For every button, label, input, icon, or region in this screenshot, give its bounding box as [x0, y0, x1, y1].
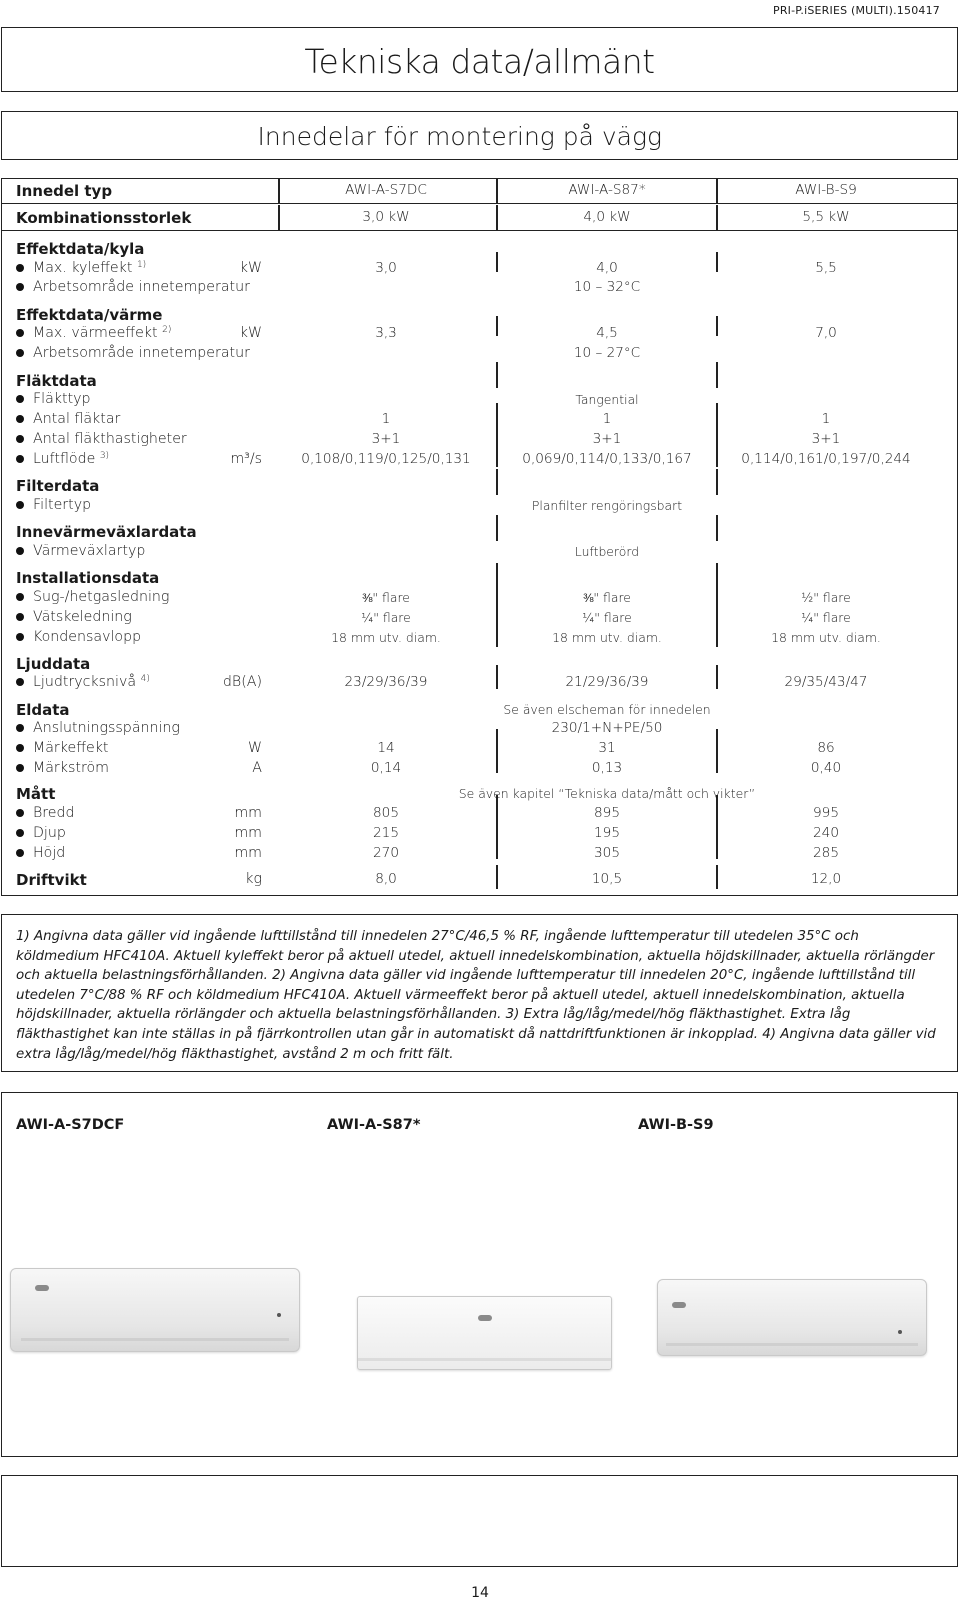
row-label-width: Bredd [16, 805, 75, 821]
bullet-icon [16, 724, 24, 732]
indicator-icon [898, 1330, 902, 1334]
heat-range-value: 10 – 27°C [573, 345, 641, 361]
brand-logo-icon [478, 1315, 492, 1321]
drain-col-3: 18 mm utv. diam. [771, 630, 881, 645]
subtitle-box [1, 111, 958, 160]
height-col-2: 305 [594, 845, 620, 861]
fan-count-col-2: 1 [602, 411, 612, 427]
combo-col-1: 3,0 kW [362, 209, 410, 225]
fan-speeds-col-3: 3+1 [811, 431, 841, 447]
width-col-2: 895 [594, 805, 620, 821]
footnotes-text: 1) Angivna data gäller vid ingående lufttillstånd till innedelen 27°C/46,5 % RF, ingående lufttemperatur till utedelen 35°C och köldmedium HFC410A. Aktuell kyleffekt beror på aktuell utedel, aktuell innedelskombination, aktuella höjdskillnader, aktuella rörlängder och aktuella belastningsförhållanden. 2) Angivna data gäller vid ingående lufttemperatur till innedelen 20°C, ingående lufttillstånd till utedelen 7°C/88 % RF och köldmedium HFC410A. Aktuell värmeeffekt beror på aktuell utedel, aktuell innedelskombination, aktuella höjdskillnader, aktuella rörlängder och aktuella belastningsförhållanden. 3) Extra låg/låg/medel/hög fläkthastighet. Extra låg fläkthastighet kan inte ställas in på fjärrkontrollen utan går in automatiskt då nattdriftfunktionen är inkopplad. 4) Angivna data gäller vid extra låg/låg/medel/hög fläkthastighet, avstånd 2 m och fritt fält. [16, 929, 936, 1062]
row-label-fan-type: Fläkttyp [16, 391, 91, 407]
cool-cap-col-3: 5,5 [815, 260, 837, 276]
fan-speeds-col-1: 3+1 [371, 431, 401, 447]
unit-weight: kg [245, 871, 262, 887]
heat-cap-col-1: 3,3 [375, 325, 397, 341]
section-fan: Fläktdata [16, 372, 97, 390]
heat-cap-col-2: 4,5 [596, 325, 618, 341]
sound-level-col-2: 21/29/36/39 [565, 674, 649, 690]
row-label-heat-cap: Max. värmeeffekt $^{2)}$ [16, 325, 171, 341]
section-electric: Eldata [16, 701, 70, 719]
bullet-icon [16, 395, 24, 403]
row-label-fan-count: Antal fläktar [16, 411, 120, 427]
bullet-icon [16, 349, 24, 357]
unit-current: A [252, 760, 262, 776]
dimensions-note: Se även kapitel “Tekniska data/mått och vikter” [458, 786, 756, 801]
unit-height: mm [234, 845, 262, 861]
air-outlet-icon [666, 1343, 918, 1346]
bullet-icon [16, 849, 24, 857]
row-label-cool-cap: Max. kyleffekt $^{1)}$ [16, 260, 146, 276]
unit-cool-cap: kW [239, 260, 262, 276]
airflow-col-3: 0,114/0,161/0,197/0,244 [741, 451, 911, 467]
airflow-col-2: 0,069/0,114/0,133/0,167 [522, 451, 692, 467]
model-col-3: AWI-B-S9 [795, 182, 857, 198]
bullet-icon [16, 633, 24, 641]
liquid-col-2: ¼" flare [582, 610, 632, 625]
row-label-depth: Djup [16, 825, 66, 841]
row-label-sound-level: Ljudtrycksnivå $^{4)}$ [16, 674, 150, 690]
row-label-power: Märkeffekt [16, 740, 109, 756]
cool-cap-col-2: 4,0 [596, 260, 618, 276]
suction-col-2: ⅜" flare [583, 590, 631, 605]
page-title: Tekniska data/allmänt [304, 42, 655, 81]
spec-table [1, 178, 958, 896]
section-sound: Ljuddata [16, 655, 91, 673]
row-label-exchanger-type: Värmeväxlartyp [16, 543, 145, 559]
row-label-current: Märkström [16, 760, 109, 776]
bullet-icon [16, 501, 24, 509]
depth-col-1: 215 [373, 825, 399, 841]
title-box [1, 27, 958, 92]
bullet-icon [16, 415, 24, 423]
unit-power: W [247, 740, 262, 756]
unit-airflow: m³/s [230, 451, 262, 467]
bullet-icon [16, 329, 24, 337]
page-number: 14 [471, 1585, 489, 1601]
bullet-icon [16, 435, 24, 443]
unit-depth: mm [234, 825, 262, 841]
power-col-3: 86 [817, 740, 835, 756]
section-weight: Driftvikt [16, 871, 87, 889]
product-image-3 [657, 1279, 927, 1356]
cool-range-value: 10 – 32°C [573, 279, 641, 295]
row-label-drain: Kondensavlopp [16, 629, 141, 645]
height-col-3: 285 [813, 845, 839, 861]
row-label-voltage: Anslutningsspänning [16, 720, 180, 736]
section-dimensions: Mått [16, 785, 56, 803]
page-subtitle: Innedelar för montering på vägg [257, 122, 662, 151]
bullet-icon [16, 547, 24, 555]
electric-note: Se även elscheman för innedelen [503, 702, 711, 717]
fan-type-value: Tangential [575, 392, 639, 407]
product-image-2 [357, 1296, 612, 1370]
filter-type-value: Planfilter rengöringsbart [531, 498, 683, 513]
bullet-icon [16, 744, 24, 752]
bullet-icon [16, 678, 24, 686]
row-label-suction: Sug-/hetgasledning [16, 589, 169, 605]
bullet-icon [16, 809, 24, 817]
row-label-airflow: Luftflöde $^{3)}$ [16, 451, 109, 467]
weight-col-1: 8,0 [375, 871, 397, 887]
fan-count-col-3: 1 [821, 411, 831, 427]
document-reference: PRI-P.iSERIES (MULTI).150417 [772, 4, 940, 17]
exchanger-type-value: Luftberörd [574, 544, 640, 559]
row-label-fan-speeds: Antal fläkthastigheter [16, 431, 187, 447]
drain-col-1: 18 mm utv. diam. [331, 630, 441, 645]
product-name-1: AWI-A-S7DCF [16, 1117, 125, 1133]
cool-cap-col-1: 3,0 [375, 260, 397, 276]
section-cooling: Effektdata/kyla [16, 240, 145, 258]
depth-col-3: 240 [813, 825, 839, 841]
bullet-icon [16, 613, 24, 621]
section-install: Installationsdata [16, 569, 160, 587]
height-col-1: 270 [373, 845, 399, 861]
brand-logo-icon [672, 1302, 686, 1308]
brand-logo-icon [35, 1285, 49, 1291]
indicator-icon [277, 1313, 281, 1317]
product-name-2: AWI-A-S87* [327, 1117, 421, 1133]
fan-speeds-col-2: 3+1 [592, 431, 622, 447]
unit-width: mm [234, 805, 262, 821]
row-label-height: Höjd [16, 845, 65, 861]
bullet-icon [16, 829, 24, 837]
unit-sound-level: dB(A) [222, 674, 262, 690]
liquid-col-3: ¼" flare [801, 610, 851, 625]
row-label-cool-range: Arbetsområde innetemperatur [16, 279, 250, 295]
section-heating: Effektdata/värme [16, 306, 163, 324]
blank-box [1, 1475, 958, 1567]
row-label-liquid: Vätskeledning [16, 609, 132, 625]
header-label: Innedel typ [16, 182, 113, 200]
combo-col-2: 4,0 kW [583, 209, 631, 225]
row-label-filter-type: Filtertyp [16, 497, 91, 513]
width-col-3: 995 [813, 805, 839, 821]
sound-level-col-3: 29/35/43/47 [784, 674, 868, 690]
bullet-icon [16, 593, 24, 601]
header-divider [2, 203, 957, 204]
air-outlet-icon [358, 1358, 611, 1361]
heat-cap-col-3: 7,0 [815, 325, 837, 341]
combo-col-3: 5,5 kW [802, 209, 850, 225]
header-divider-2 [2, 230, 957, 231]
width-col-1: 805 [373, 805, 399, 821]
weight-col-2: 10,5 [591, 871, 623, 887]
footnotes-box [1, 914, 958, 1072]
air-outlet-icon [21, 1338, 289, 1341]
voltage-value: 230/1+N+PE/50 [551, 720, 663, 736]
drain-col-2: 18 mm utv. diam. [552, 630, 662, 645]
product-name-3: AWI-B-S9 [638, 1117, 714, 1133]
weight-col-3: 12,0 [810, 871, 842, 887]
unit-heat-cap: kW [239, 325, 262, 341]
bullet-icon [16, 264, 24, 272]
fan-count-col-1: 1 [381, 411, 391, 427]
liquid-col-1: ¼" flare [361, 610, 411, 625]
product-images-box [1, 1092, 958, 1457]
power-col-1: 14 [377, 740, 395, 756]
product-image-1 [10, 1268, 300, 1352]
model-col-2: AWI-A-S87* [568, 182, 646, 198]
section-exchanger: Innevärmeväxlardata [16, 523, 197, 541]
depth-col-2: 195 [594, 825, 620, 841]
bullet-icon [16, 283, 24, 291]
combo-label: Kombinationsstorlek [16, 209, 192, 227]
section-filter: Filterdata [16, 477, 100, 495]
current-col-3: 0,40 [810, 760, 842, 776]
sound-level-col-1: 23/29/36/39 [344, 674, 428, 690]
bullet-icon [16, 764, 24, 772]
model-col-1: AWI-A-S7DC [345, 182, 427, 198]
current-col-1: 0,14 [370, 760, 402, 776]
bullet-icon [16, 455, 24, 463]
power-col-2: 31 [598, 740, 616, 756]
current-col-2: 0,13 [591, 760, 623, 776]
airflow-col-1: 0,108/0,119/0,125/0,131 [301, 451, 471, 467]
suction-col-1: ⅜" flare [362, 590, 410, 605]
row-label-heat-range: Arbetsområde innetemperatur [16, 345, 250, 361]
suction-col-3: ½" flare [801, 590, 851, 605]
